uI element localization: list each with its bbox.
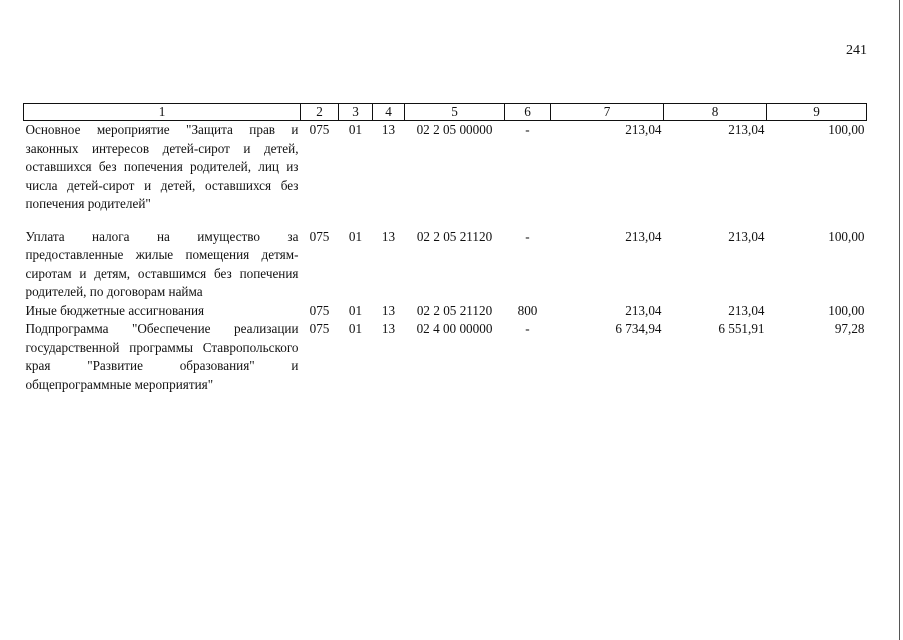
row-col-3: 01 — [348, 122, 363, 137]
row-col-9: 100,00 — [828, 302, 865, 318]
budget-table — [23, 103, 867, 394]
row-col-8: 213,04 — [728, 228, 765, 244]
row-col-8: 213,04 — [728, 122, 765, 137]
header-col-4: 4 — [373, 104, 405, 121]
row-col-6: 800 — [517, 302, 538, 318]
row-description: Основное мероприятие "Защита прав и законных интересов детей-сирот и детей, оставшихся без попечения родителей, лиц из числа детей-сирот и детей, оставшихся без попечения родителей" — [25, 122, 299, 211]
row-col-4: 13 — [381, 321, 396, 336]
header-col-8: 8 — [664, 104, 767, 121]
row-col-5: 02 4 00 00000 — [416, 321, 493, 336]
page-edge-line — [899, 0, 900, 640]
table-row — [24, 302, 867, 321]
row-description: Иные бюджетные ассигнования — [25, 302, 205, 318]
row-col-7: 213,04 — [625, 228, 662, 244]
row-col-9: 100,00 — [828, 122, 865, 137]
row-col-7: 6 734,94 — [615, 321, 662, 336]
header-row — [24, 104, 867, 121]
table-row — [24, 320, 867, 394]
row-spacer — [24, 214, 867, 228]
row-col-2: 075 — [309, 321, 330, 336]
row-description: Подпрограмма "Обеспечение реализации государственной программы Ставропольского края "Развитие образования" и общепрограммные мероприятия" — [25, 321, 299, 392]
row-col-4: 13 — [381, 122, 396, 137]
row-col-6: - — [525, 122, 530, 137]
row-col-7: 213,04 — [625, 122, 662, 137]
row-description: Уплата налога на имущество за предоставленные жилые помещения детям-сиротам и детям, оставшимся без попечения родителей, по договорам найма — [25, 228, 299, 299]
row-col-4: 13 — [381, 228, 396, 244]
row-col-3: 01 — [348, 228, 363, 244]
header-col-9: 9 — [767, 104, 867, 121]
row-col-4: 13 — [381, 302, 396, 318]
row-col-7: 213,04 — [625, 302, 662, 318]
row-col-3: 01 — [348, 321, 363, 336]
header-col-5: 5 — [405, 104, 505, 121]
row-col-5: 02 2 05 21120 — [416, 228, 493, 244]
row-col-9: 97,28 — [834, 321, 865, 336]
row-col-5: 02 2 05 21120 — [416, 302, 493, 318]
row-col-8: 6 551,91 — [718, 321, 765, 336]
header-col-2: 2 — [301, 104, 339, 121]
table-row — [24, 121, 867, 214]
header-col-6: 6 — [505, 104, 551, 121]
table-row — [24, 228, 867, 302]
row-col-9: 100,00 — [828, 228, 865, 244]
page-number: 241 — [846, 43, 867, 58]
row-col-5: 02 2 05 00000 — [416, 122, 493, 137]
row-col-8: 213,04 — [728, 302, 765, 318]
header-col-1: 1 — [24, 104, 301, 121]
header-col-7: 7 — [551, 104, 664, 121]
row-col-2: 075 — [309, 122, 330, 137]
row-col-3: 01 — [348, 302, 363, 318]
row-col-2: 075 — [309, 228, 330, 244]
row-col-6: - — [525, 321, 530, 336]
header-col-3: 3 — [339, 104, 373, 121]
row-col-2: 075 — [309, 302, 330, 318]
row-col-6: - — [525, 228, 530, 244]
